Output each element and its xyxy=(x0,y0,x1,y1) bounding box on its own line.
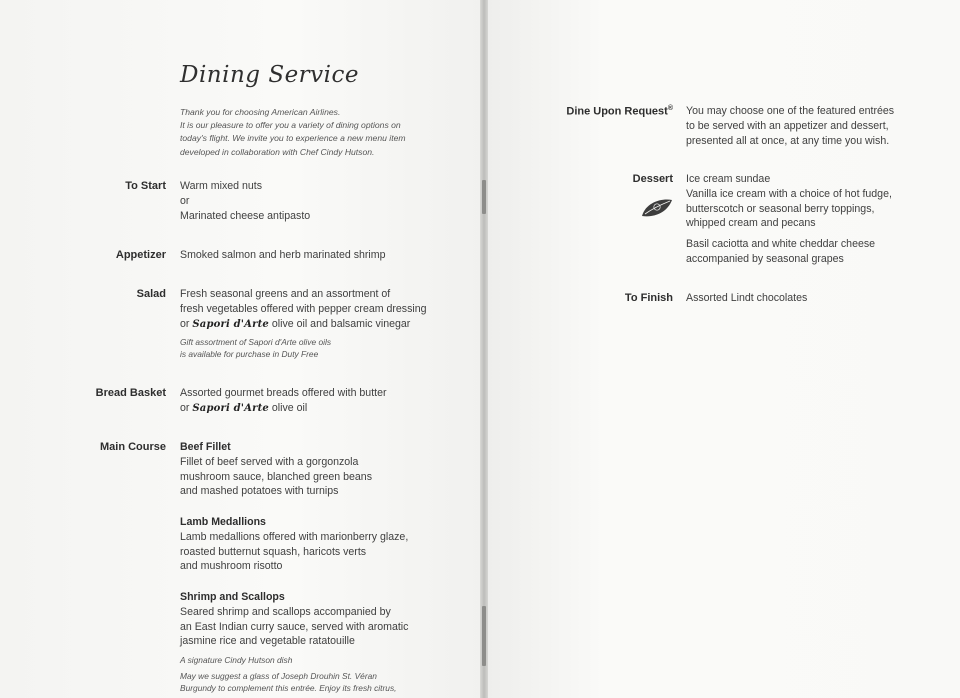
to-finish-text: Assorted Lindt chocolates xyxy=(686,292,808,304)
dessert-sundae-text: Ice cream sundae Vanilla ice cream with a choice of hot fudge, butterscotch or seasonal berry toppings, whipped cream and pecans xyxy=(686,173,892,230)
staple-top xyxy=(482,180,486,214)
intro-text: Thank you for choosing American Airlines. It is our pleasure to offer you a variety of dining options on today's flight. We invite you to experience a new menu item developed in collaboration with Chef Cindy Hutson. xyxy=(180,107,406,157)
dessert-label: Dessert xyxy=(632,173,673,185)
sapori-darte-brand: Sapori d'Arte xyxy=(192,318,269,330)
sapori-darte-brand: Sapori d'Arte xyxy=(192,402,269,414)
main-course-label: Main Course xyxy=(99,441,166,453)
ice-cream-leaf-icon xyxy=(640,197,674,219)
signature-dish-note: A signature Cindy Hutson dish xyxy=(180,655,293,665)
main-course-dish-beef: Beef Fillet Fillet of beef served with a gorgonzola mushroom sauce, blanched green beans and mashed potatoes with turnips xyxy=(180,441,372,498)
to-finish-label: To Finish xyxy=(624,292,673,304)
bread-basket-text: Assorted gourmet breads offered with butter or Sapori d'Arte olive oil xyxy=(180,387,387,414)
dish-name: Lamb Medallions xyxy=(180,516,266,528)
wine-pairing-note: May we suggest a glass of Joseph Drouhin St. Véran Burgundy to complement this entrée. Enjoy its fresh citrus, xyxy=(180,671,397,694)
dining-service-title: Dining Service xyxy=(180,62,360,88)
dine-upon-request-label: Dine Upon Request® xyxy=(566,105,673,118)
salad-text: Fresh seasonal greens and an assortment of fresh vegetables offered with pepper cream dressing or Sapori d'Arte olive oil and balsamic vinegar xyxy=(180,288,427,330)
dish-name: Beef Fillet xyxy=(180,441,231,453)
dish-name: Shrimp and Scallops xyxy=(180,591,285,603)
main-course-dish-shrimp: Shrimp and Scallops Seared shrimp and scallops accompanied by an East Indian curry sauce, served with aromatic jasmine rice and vegetable ratatouille xyxy=(180,591,409,648)
main-course-dish-lamb: Lamb Medallions Lamb medallions offered with marionberry glaze, roasted butternut squash, haricots verts and mushroom risotto xyxy=(180,516,409,573)
to-start-text: Warm mixed nuts or Marinated cheese antipasto xyxy=(180,180,311,222)
salad-duty-free-note: Gift assortment of Sapori d'Arte olive oils is available for purchase in Duty Free xyxy=(180,337,332,360)
salad-label: Salad xyxy=(136,288,166,300)
to-start-label: To Start xyxy=(125,180,166,192)
registered-mark: ® xyxy=(667,105,673,112)
appetizer-label: Appetizer xyxy=(115,249,166,261)
bread-basket-label: Bread Basket xyxy=(95,387,166,399)
staple-bottom xyxy=(482,606,486,666)
booklet-spine xyxy=(480,0,488,698)
dine-upon-request-text: You may choose one of the featured entrées to be served with an appetizer and dessert, presented all at once, at any time you wish. xyxy=(686,105,895,147)
dessert-cheese-text: Basil caciotta and white cheddar cheese accompanied by seasonal grapes xyxy=(686,238,876,265)
appetizer-text: Smoked salmon and herb marinated shrimp xyxy=(180,249,386,261)
